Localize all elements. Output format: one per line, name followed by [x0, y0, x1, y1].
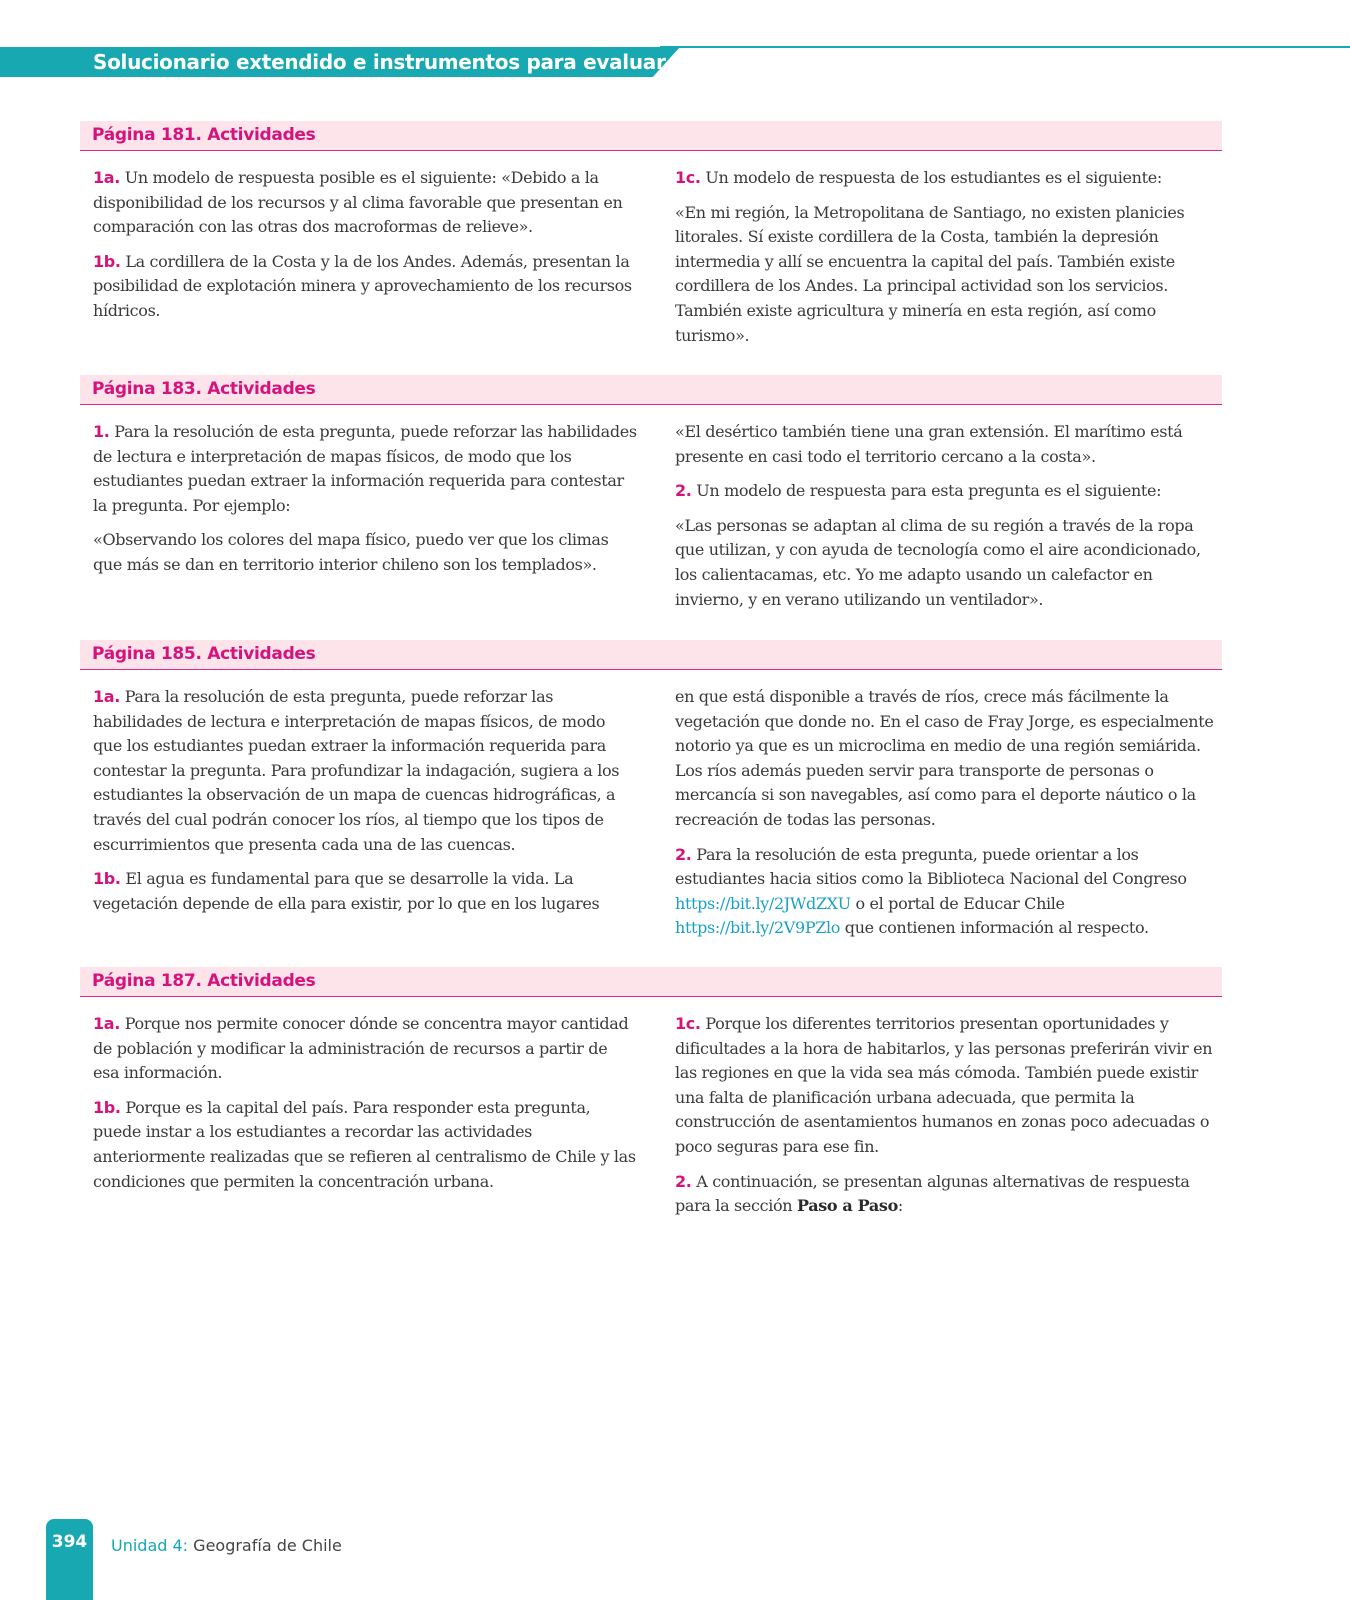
answer-text: Para la resolución de esta pregunta, puede reforzar las habilidades de lectura e interpretación de mapas físicos, de modo que los estudiantes puedan extraer la información requerida para contestar la pregunta. Para profundizar la indagación, sugiera a los estudiantes la observación de un mapa de cuencas hidrográficas, a través del cual podrán conocer los ríos, al tiempo que los tipos de escurrimientos que presenta cada una de las cuencas. — [93, 687, 620, 854]
answer-1c — [675, 1012, 1220, 1160]
answer-1a — [93, 1012, 638, 1086]
page-title: Solucionario extendido e instrumentos para evaluar — [93, 50, 666, 74]
section-header-185 — [80, 640, 1222, 670]
item-number: 1a. — [93, 1014, 120, 1033]
answer-1 — [93, 420, 638, 518]
section-181-right-column — [675, 166, 1220, 358]
section-header-183 — [80, 375, 1222, 405]
item-number: 1b. — [93, 251, 121, 271]
answer-2 — [675, 843, 1220, 941]
section-185-left-column — [93, 685, 638, 926]
item-number: 1c. — [675, 168, 701, 187]
footer-unit-label — [111, 1536, 342, 1555]
answer-1b — [93, 867, 638, 916]
unit-title: Geografía de Chile — [188, 1536, 342, 1555]
section-185-right-column — [675, 685, 1220, 951]
item-number: 2. — [675, 844, 692, 864]
item-number: 1b. — [93, 869, 121, 889]
answer-1b — [93, 1096, 638, 1194]
answer-text: Un modelo de respuesta de los estudiantes es el siguiente: — [700, 168, 1162, 187]
answer-2 — [675, 1170, 1220, 1219]
section-heading: Página 185. Actividades — [92, 644, 316, 664]
answer-text: La cordillera de la Costa y la de los Andes. Además, presentan la posibilidad de explotación minera y aprovechamiento de los recursos hídricos. — [93, 251, 632, 320]
answer-text: Porque nos permite conocer dónde se concentra mayor cantidad de población y modificar la administración de recursos a partir de esa información. — [93, 1014, 629, 1083]
item-number: 2. — [675, 1171, 692, 1191]
section-header-187 — [80, 967, 1222, 997]
answer-1b — [93, 250, 638, 324]
link-biblioteca-congreso[interactable]: https://bit.ly/2JWdZXU — [675, 893, 851, 913]
section-heading: Página 187. Actividades — [92, 971, 316, 991]
item-number: 2. — [675, 481, 692, 501]
section-header-181 — [80, 121, 1222, 151]
page-number: 394 — [51, 1532, 88, 1552]
answer-1a — [93, 685, 638, 857]
section-heading: Página 181. Actividades — [92, 125, 316, 145]
quote-paragraph — [675, 514, 1220, 612]
answer-2 — [675, 479, 1220, 504]
header-rule — [660, 46, 1350, 48]
answer-text: «El desértico también tiene una gran extensión. El marítimo está presente en casi todo el territorio cercano a la costa». — [675, 422, 1183, 466]
answer-text: Porque es la capital del país. Para responder esta pregunta, puede instar a los estudiantes a recordar las actividades anteriormente realizadas que se refieren al centralismo de Chile y las condiciones que permiten la concentración urbana. — [93, 1097, 636, 1191]
item-number: 1b. — [93, 1097, 121, 1117]
section-187-left-column — [93, 1012, 638, 1204]
answer-text: «En mi región, la Metropolitana de Santiago, no existen planicies litorales. Sí existe cordillera de la Costa, también la depresión intermedia y allí se encuentra la capital del país. También existe cordillera de los Andes. La principal actividad son los servicios. También existe agricultura y minería en esta región, así como turismo». — [675, 202, 1185, 345]
unit-number: Unidad 4: — [111, 1536, 189, 1555]
answer-text: que contienen información al respecto. — [840, 918, 1149, 938]
answer-continuation — [675, 685, 1220, 833]
paso-a-paso-label: Paso a Paso — [796, 1196, 898, 1216]
quote-paragraph — [675, 420, 1220, 469]
section-183-right-column — [675, 420, 1220, 622]
answer-text: Porque los diferentes territorios presentan oportunidades y dificultades a la hora de habitarlos, y las personas preferirán vivir en las regiones en que la vida sea más cómoda. También puede existir una falta de planificación urbana adecuada, que permita la construcción de asentamientos humanos en zonas poco adecuadas o poco seguras para ese fin. — [675, 1014, 1213, 1156]
answer-text: El agua es fundamental para que se desarrolle la vida. La vegetación depende de ella para existir, por lo que en los lugares — [93, 869, 600, 913]
item-number: 1c. — [675, 1014, 701, 1033]
answer-text: A continuación, se presentan algunas alternativas de respuesta para la sección — [675, 1171, 1190, 1216]
page-number-tab — [46, 1519, 93, 1600]
answer-text: «Observando los colores del mapa físico, puedo ver que los climas que más se dan en territorio interior chileno son los templados». — [93, 530, 609, 574]
answer-text: Un modelo de respuesta para esta pregunta es el siguiente: — [691, 481, 1162, 501]
answer-text: : — [897, 1196, 903, 1216]
quote-paragraph — [93, 528, 638, 577]
answer-text: Para la resolución de esta pregunta, puede orientar a los estudiantes hacia sitios como la Biblioteca Nacional del Congreso — [675, 844, 1187, 889]
link-educar-chile[interactable]: https://bit.ly/2V9PZlo — [675, 918, 841, 938]
answer-text: o el portal de Educar Chile — [850, 893, 1065, 913]
section-181-left-column — [93, 166, 638, 334]
item-number: 1a. — [93, 687, 120, 706]
answer-1a — [93, 166, 638, 240]
item-number: 1. — [93, 422, 110, 441]
answer-text: en que está disponible a través de ríos, crece más fácilmente la vegetación que donde no. En el caso de Fray Jorge, es especialmente notorio ya que es un microclima en medio de una región semiárida. Los ríos además pueden servir para transporte de personas o mercancía si son navegables, así como para el deporte náutico o la recreación de todas las personas. — [675, 687, 1214, 829]
section-heading: Página 183. Actividades — [92, 379, 316, 399]
item-number: 1a. — [93, 168, 120, 187]
answer-1c — [675, 166, 1220, 191]
section-187-right-column — [675, 1012, 1220, 1229]
answer-text: Para la resolución de esta pregunta, puede reforzar las habilidades de lectura e interpretación de mapas físicos, de modo que los estudiantes puedan extraer la información requerida para contestar la pregunta. Por ejemplo: — [93, 422, 637, 515]
answer-text: Un modelo de respuesta posible es el siguiente: «Debido a la disponibilidad de los recursos y al clima favorable que presentan en comparación con las otras dos macroformas de relieve». — [93, 168, 623, 237]
answer-text: «Las personas se adaptan al clima de su región a través de la ropa que utilizan, y con ayuda de tecnología como el aire acondicionado, los calientacamas, etc. Yo me adapto usando un calefactor en invierno, y en verano utilizando un ventilador». — [675, 515, 1201, 609]
section-183-left-column — [93, 420, 638, 588]
quote-paragraph — [675, 201, 1220, 349]
